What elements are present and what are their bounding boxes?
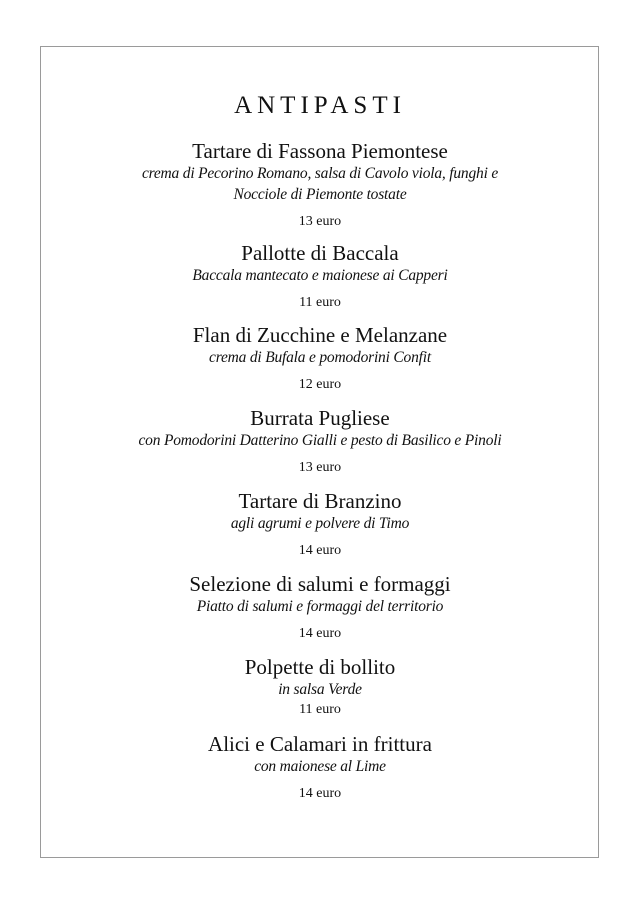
dish-price: 11 euro <box>299 702 341 717</box>
dish-price: 12 euro <box>298 377 342 392</box>
dish-name: Alici e Calamari in frittura <box>208 732 432 756</box>
dish-price: 14 euro <box>298 543 342 558</box>
menu-item <box>0 655 640 719</box>
section-title: ANTIPASTI <box>234 92 406 119</box>
dish-name: Burrata Pugliese <box>250 406 390 430</box>
dish-description: in salsa Verde <box>278 681 362 698</box>
dish-name: Flan di Zucchine e Melanzane <box>192 323 448 347</box>
dish-description: crema di Bufala e pomodorini Confit <box>209 349 431 366</box>
dish-name: Tartare di Fassona Piemontese <box>192 139 448 163</box>
dish-price: 14 euro <box>298 786 342 801</box>
menu-item <box>0 323 640 394</box>
menu-item <box>0 406 640 477</box>
menu-item <box>0 139 640 231</box>
dish-description: con maionese al Lime <box>254 758 386 775</box>
menu-item <box>0 241 640 312</box>
dish-name: Selezione di salumi e formaggi <box>189 572 451 596</box>
dish-description: crema di Pecorino Romano, salsa di Cavolo viola, funghi e <box>141 165 499 182</box>
dish-description: Nocciole di Piemonte tostate <box>233 186 407 203</box>
dish-price: 14 euro <box>298 626 342 641</box>
dish-description: Baccala mantecato e maionese ai Capperi <box>192 267 448 284</box>
menu-item <box>0 572 640 643</box>
dish-description: Piatto di salumi e formaggi del territorio <box>196 598 444 615</box>
dish-name: Pallotte di Baccala <box>241 241 399 265</box>
dish-description: con Pomodorini Datterino Gialli e pesto di Basilico e Pinoli <box>138 432 502 449</box>
menu-item <box>0 732 640 803</box>
dish-name: Tartare di Branzino <box>238 489 402 513</box>
dish-name: Polpette di bollito <box>244 655 396 679</box>
dish-description: agli agrumi e polvere di Timo <box>230 515 410 532</box>
dish-price: 13 euro <box>298 214 342 229</box>
menu-item <box>0 489 640 560</box>
dish-price: 13 euro <box>298 460 342 475</box>
dish-price: 11 euro <box>299 295 341 310</box>
